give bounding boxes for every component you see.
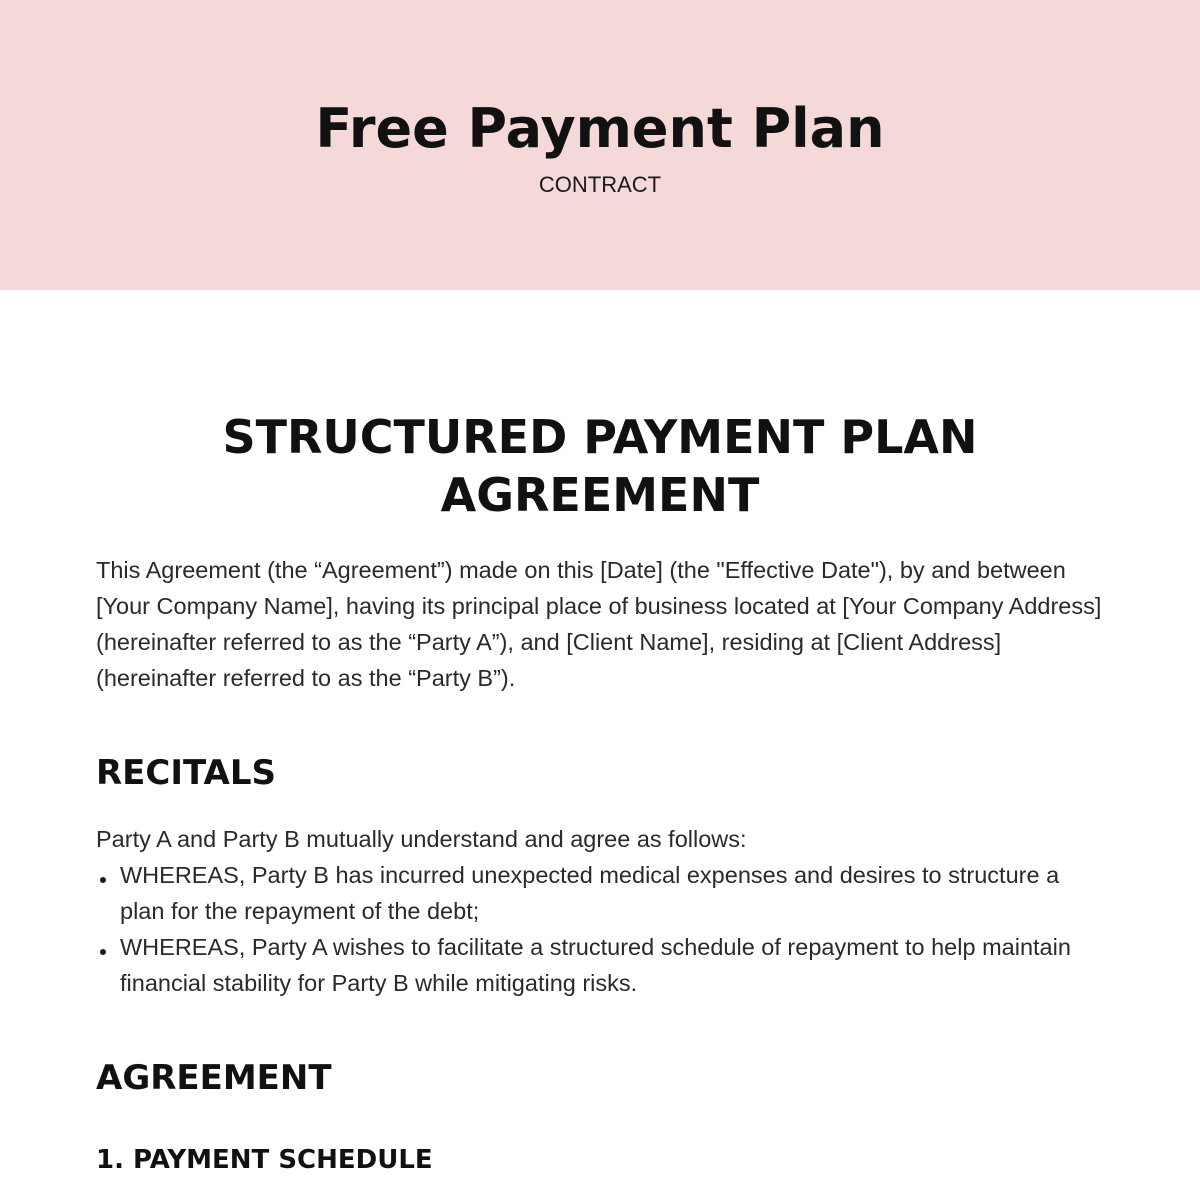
- banner-title: Free Payment Plan: [315, 97, 885, 160]
- recitals-heading: RECITALS: [96, 753, 277, 793]
- bullet-icon: [100, 949, 106, 955]
- list-item-text: WHEREAS, Party B has incurred unexpected medical expenses and desires to structure a plan for the repayment of the debt;: [120, 862, 1060, 924]
- payment-schedule-heading: 1. PAYMENT SCHEDULE: [96, 1145, 433, 1175]
- recitals-lead: Party A and Party B mutually understand and agree as follows:: [96, 826, 747, 852]
- banner-subtitle: CONTRACT: [538, 172, 662, 197]
- bullet-icon: [100, 877, 106, 883]
- list-item: [96, 857, 1104, 929]
- agreement-heading: AGREEMENT: [96, 1058, 332, 1098]
- header-banner: [0, 0, 1200, 290]
- intro-paragraph: This Agreement (the “Agreement”) made on this [Date] (the "Effective Date"), by and between [Your Company Name], having its principal place of business located at [Your Company Address] (hereinafter referred to as the “Party A”), and [Client Name], residing at [Client Address] (hereinafter referred to as the “Party B”).: [96, 557, 1102, 691]
- list-item: [96, 929, 1104, 1001]
- list-item-text: WHEREAS, Party A wishes to facilitate a structured schedule of repayment to help maintain financial stability for Party B while mitigating risks.: [120, 934, 1071, 996]
- recitals-list: [96, 857, 1104, 1001]
- document-title: STRUCTURED PAYMENT PLAN AGREEMENT: [222, 410, 978, 522]
